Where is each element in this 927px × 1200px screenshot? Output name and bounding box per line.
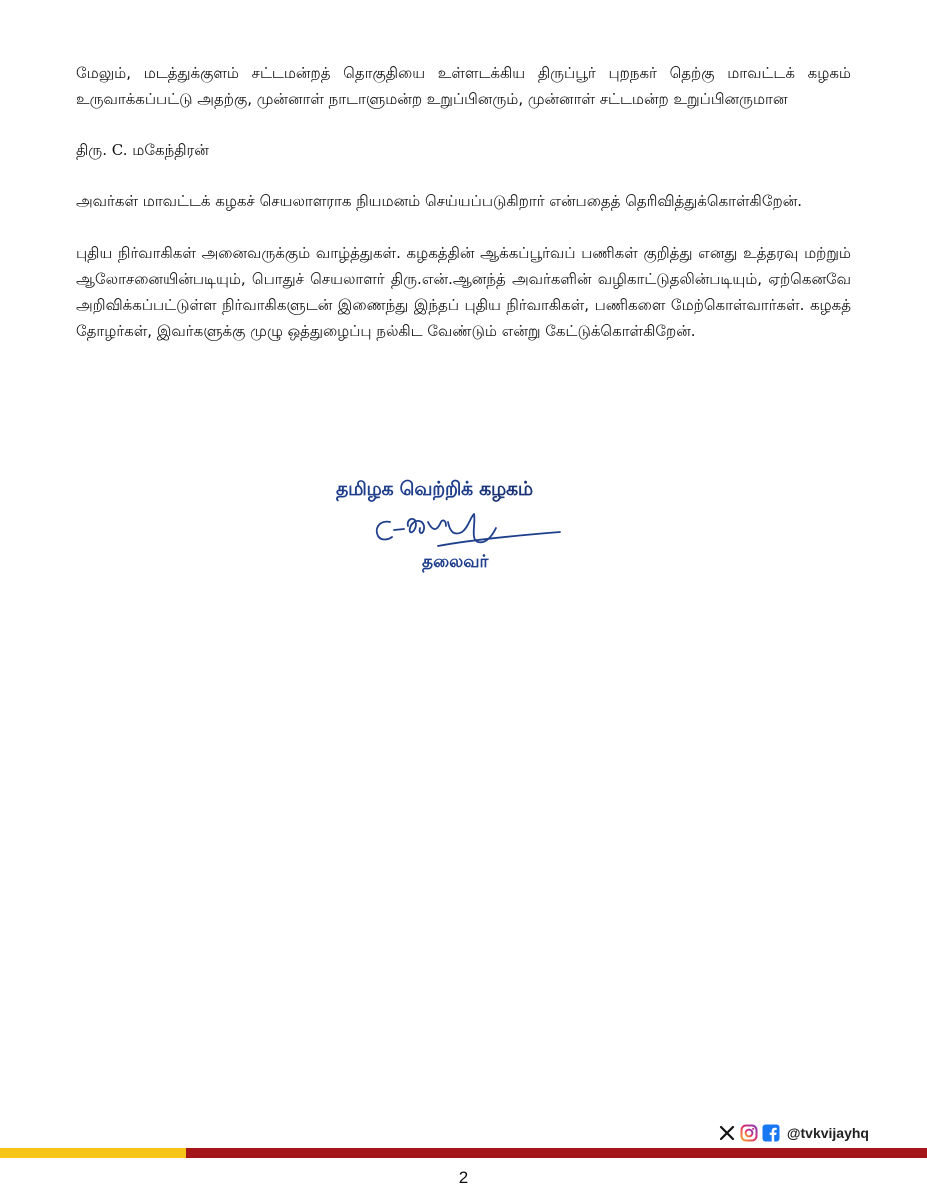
- footer-bar-yellow: [0, 1148, 186, 1158]
- appointee-initial: C.: [111, 141, 128, 159]
- footer-bar-red: [186, 1148, 927, 1158]
- organization-name: [336, 478, 533, 503]
- letter-body: [76, 60, 851, 344]
- facebook-icon[interactable]: [762, 1124, 780, 1142]
- organization-name-part-2: கழகம்: [479, 478, 533, 500]
- x-icon[interactable]: [718, 1124, 736, 1142]
- instagram-icon[interactable]: [740, 1124, 758, 1142]
- appointee-prefix: திரு.: [76, 141, 107, 159]
- footer-color-bar: [0, 1148, 927, 1158]
- signatory-designation: தலைவர்: [422, 552, 489, 572]
- organization-name-part-1: தமிழக வெற்றிக்: [336, 478, 473, 500]
- appointee-name-line: [76, 137, 851, 163]
- handwritten-signature: [370, 506, 566, 558]
- social-links: [718, 1122, 869, 1144]
- paragraph-greetings: புதிய நிர்வாகிகள் அனைவருக்கும் வாழ்த்துகள். கழகத்தின் ஆக்கப்பூர்வப் பணிகள் குறித்து எனது உத்தரவு மற்றும் ஆலோசனையின்படியும், பொதுச் செயலாளர் திரு.என்.ஆனந்த் அவர்களின் வழிகாட்டுதலின்படியும், ஏற்கெனவே அறிவிக்கப்பட்டுள்ள நிர்வாகிகளுடன் இணைந்து இந்தப் புதிய நிர்வாகிகள், பணிகளை மேற்கொள்வார்கள். கழகத் தோழர்கள், இவர்களுக்கு முழு ஒத்துழைப்பு நல்கிட வேண்டும் என்று கேட்டுக்கொள்கிறேன்.: [76, 244, 851, 340]
- paragraph-district-formation: மேலும், மடத்துக்குளம் சட்டமன்றத் தொகுதியை உள்ளடக்கிய திருப்பூர் புறநகர் தெற்கு மாவட்டக் கழகம் உருவாக்கப்பட்டு அதற்கு, முன்னாள் நாடாளுமன்ற உறுப்பினரும், முன்னாள் சட்டமன்ற உறுப்பினருமான: [76, 64, 851, 108]
- page-number: 2: [458, 1168, 469, 1187]
- paragraph-appointment: அவர்கள் மாவட்டக் கழகச் செயலாளராக நியமனம் செய்யப்படுகிறார் என்பதைத் தெரிவித்துக்கொள்கிறேன்.: [76, 192, 803, 210]
- social-handle[interactable]: @tvkvijayhq: [786, 1125, 869, 1141]
- signature-block: [330, 478, 600, 578]
- appointee-name: மகேந்திரன்: [132, 141, 209, 159]
